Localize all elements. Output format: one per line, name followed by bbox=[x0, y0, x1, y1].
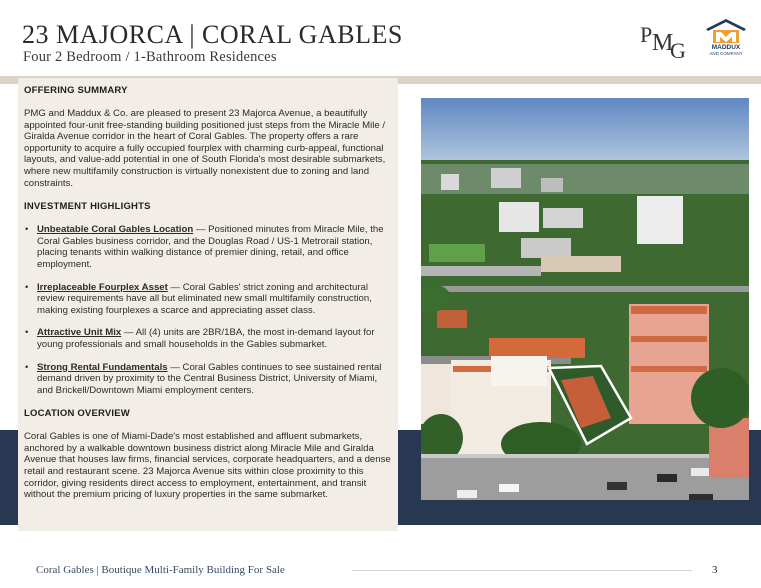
bullet-icon: • bbox=[25, 281, 29, 293]
maddux-house-icon bbox=[704, 18, 748, 44]
offering-summary-heading: OFFERING SUMMARY bbox=[24, 85, 128, 96]
bullet-icon: • bbox=[25, 224, 29, 236]
highlight-item: • Attractive Unit Mix — All (4) units are 2BR/1BA, the most in-demand layout for young professionals and small households in the Gables submarket. bbox=[25, 327, 375, 350]
page-header bbox=[0, 0, 761, 78]
page-title: 23 MAJORCA | CORAL GABLES bbox=[22, 20, 403, 49]
maddux-wordmark: MADDUX AND COMPANY bbox=[709, 44, 743, 56]
maddux-logo bbox=[704, 18, 748, 60]
highlight-item: • Irreplaceable Fourplex Asset — Coral Gables' strict zoning and architectural review requirements have all but eliminated new small multifamily construction, making existing fourplexes a scarce and appreciating asset class. bbox=[25, 281, 372, 316]
aerial-property-photo bbox=[421, 98, 749, 500]
page-number: 3 bbox=[712, 564, 718, 576]
svg-text:M: M bbox=[652, 30, 674, 56]
content-panel bbox=[18, 78, 398, 531]
footer-divider bbox=[352, 570, 692, 571]
page-subtitle: Four 2 Bedroom / 1-Bathroom Residences bbox=[23, 49, 277, 65]
highlight-item: • Strong Rental Fundamentals — Coral Gables continues to see sustained rental demand driven by proximity to the Central Business District, University of Miami, and Brickell/Downtown Miami employment centers. bbox=[25, 361, 382, 396]
location-overview-heading: LOCATION OVERVIEW bbox=[24, 408, 130, 420]
pmg-logo bbox=[638, 20, 688, 62]
footer-text: Coral Gables | Boutique Multi-Family Building For Sale bbox=[36, 564, 285, 576]
investment-highlights-heading: INVESTMENT HIGHLIGHTS bbox=[24, 201, 151, 213]
bullet-icon: • bbox=[25, 361, 29, 373]
offering-summary-body: PMG and Maddux & Co. are pleased to present 23 Majorca Avenue, a beautifully appointed four-unit free-standing building positioned just steps from the Miracle Mile / Giralda Avenue corridor in the heart of Coral Gables. The property offers a rare opportunity to acquire a fully occupied fourplex with charming curb-appeal, functional layouts, and value-add potential in one of South Florida's most desirable submarkets, where new multifamily construction is virtually nonexistent due to zoning and land constraints. bbox=[24, 108, 386, 189]
highlights-list bbox=[24, 224, 392, 396]
bullet-icon: • bbox=[25, 327, 29, 339]
highlight-item: • Unbeatable Coral Gables Location — Positioned minutes from Miracle Mile, the Coral Gables business corridor, and the Douglas Road / US-1 Metrorail station, placing tenants within walking distance of premier dining, retail, and office employment. bbox=[25, 224, 384, 270]
location-overview-body: Coral Gables is one of Miami-Dade's most established and affluent submarkets, anchored by a walkable downtown business district along Miracle Mile and Giralda Avenue that houses law firms, financial services, corporate headquarters, and a dense retail and restaurant scene. 23 Majorca Avenue sits within close proximity to this corridor, giving residents direct access to employment, entertainment, and transit without the premium pricing of luxury properties in the same submarket. bbox=[24, 431, 391, 501]
svg-text:G: G bbox=[670, 38, 686, 62]
svg-text:P: P bbox=[640, 22, 653, 47]
